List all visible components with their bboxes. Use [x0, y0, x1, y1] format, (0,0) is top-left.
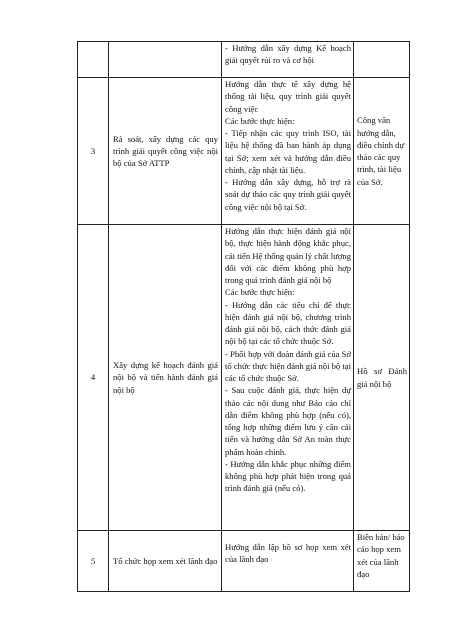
task-cell: Tổ chức họp xem xét lãnh đạo	[109, 531, 222, 592]
content-cell	[222, 225, 354, 531]
content-line: - Sau cuộc đánh giá, thực hiện dự thảo các nội dung như Báo cáo chỉ dẫn điểm không phù hợp (nếu có), tổng hợp những điểm lưu ý cần cải tiến và hướng dẫn Sở An toàn thực phẩm hoàn chỉnh.	[225, 385, 351, 457]
content-line: - Phối hợp với đoàn đánh giá của Sở tổ chức thực hiện đánh giá nội bộ tại các tổ chức thuộc Sở.	[225, 348, 351, 383]
table-row	[78, 78, 410, 225]
content-line: - Hướng dẫn khắc phục những điểm không phù hợp phát hiện trong quá trình đánh giá (nếu có).	[225, 458, 351, 494]
table-row	[78, 42, 410, 78]
output-cell: Công văn hướng dẫn, điều chỉnh dự thảo các quy trình, tài liệu của Sở.	[354, 78, 410, 225]
content-line: - Hướng dẫn các tiêu chí để thực hiện đánh giá nội bộ, chương trình đánh giá nội bộ, cách thức đánh giá nội bộ tại các tổ chức thuộc Sở.	[225, 299, 351, 347]
output-cell: Hồ sơ Đánh giá nội bộ	[354, 225, 410, 531]
row-number: 5	[78, 531, 109, 592]
content-cell	[222, 42, 354, 78]
content-cell	[222, 78, 354, 225]
content-line: - Hướng dẫn xây dựng Kế hoạch giải quyết rủi ro và cơ hội	[225, 43, 351, 66]
table-row	[78, 531, 410, 592]
row-number: 3	[78, 78, 109, 225]
content-cell	[222, 531, 354, 592]
output-cell	[354, 42, 410, 78]
content-line: Hướng dẫn thực tế xây dựng hệ thống tài liệu, quy trình giải quyết công việc	[225, 79, 351, 114]
content-line: Hướng dẫn thực hiện đánh giá nội bộ, thực hiện hành động khắc phục, cải tiến Hệ thống quản lý chất lượng đối với các điểm không phù hợp trong quá trình đánh giá nội bộ	[225, 226, 351, 285]
row-number	[78, 42, 109, 78]
task-cell	[109, 42, 222, 78]
content-line: - Hướng dẫn xây dựng, hỗ trợ rà soát dự thảo các quy trình giải quyết công việc nội bộ tại Sở.	[225, 177, 351, 212]
work-plan-table	[77, 41, 410, 592]
row-number: 4	[78, 225, 109, 531]
content-line: Hướng dẫn lập hồ sơ họp xem xét của lãnh đạo	[225, 542, 351, 565]
table-row	[78, 225, 410, 531]
content-line: Các bước thực hiện:	[225, 115, 295, 126]
output-cell: Biên bản/ báo cáo họp xem xét của lãnh đạo	[354, 531, 410, 592]
content-line: Các bước thực hiện:	[225, 287, 295, 298]
task-cell: Xây dựng kế hoạch đánh giá nội bộ và tiến hành đánh giá nội bộ	[109, 225, 222, 531]
task-cell: Rà soát, xây dựng các quy trình giải quyết công việc nội bộ của Sở ATTP	[109, 78, 222, 225]
content-line: - Tiếp nhận các quy trình ISO, tài liệu hệ thống đã ban hành áp dụng tại Sở; xem xét và hướng dẫn điều chỉnh, cập nhật tài liệu.	[225, 128, 351, 175]
